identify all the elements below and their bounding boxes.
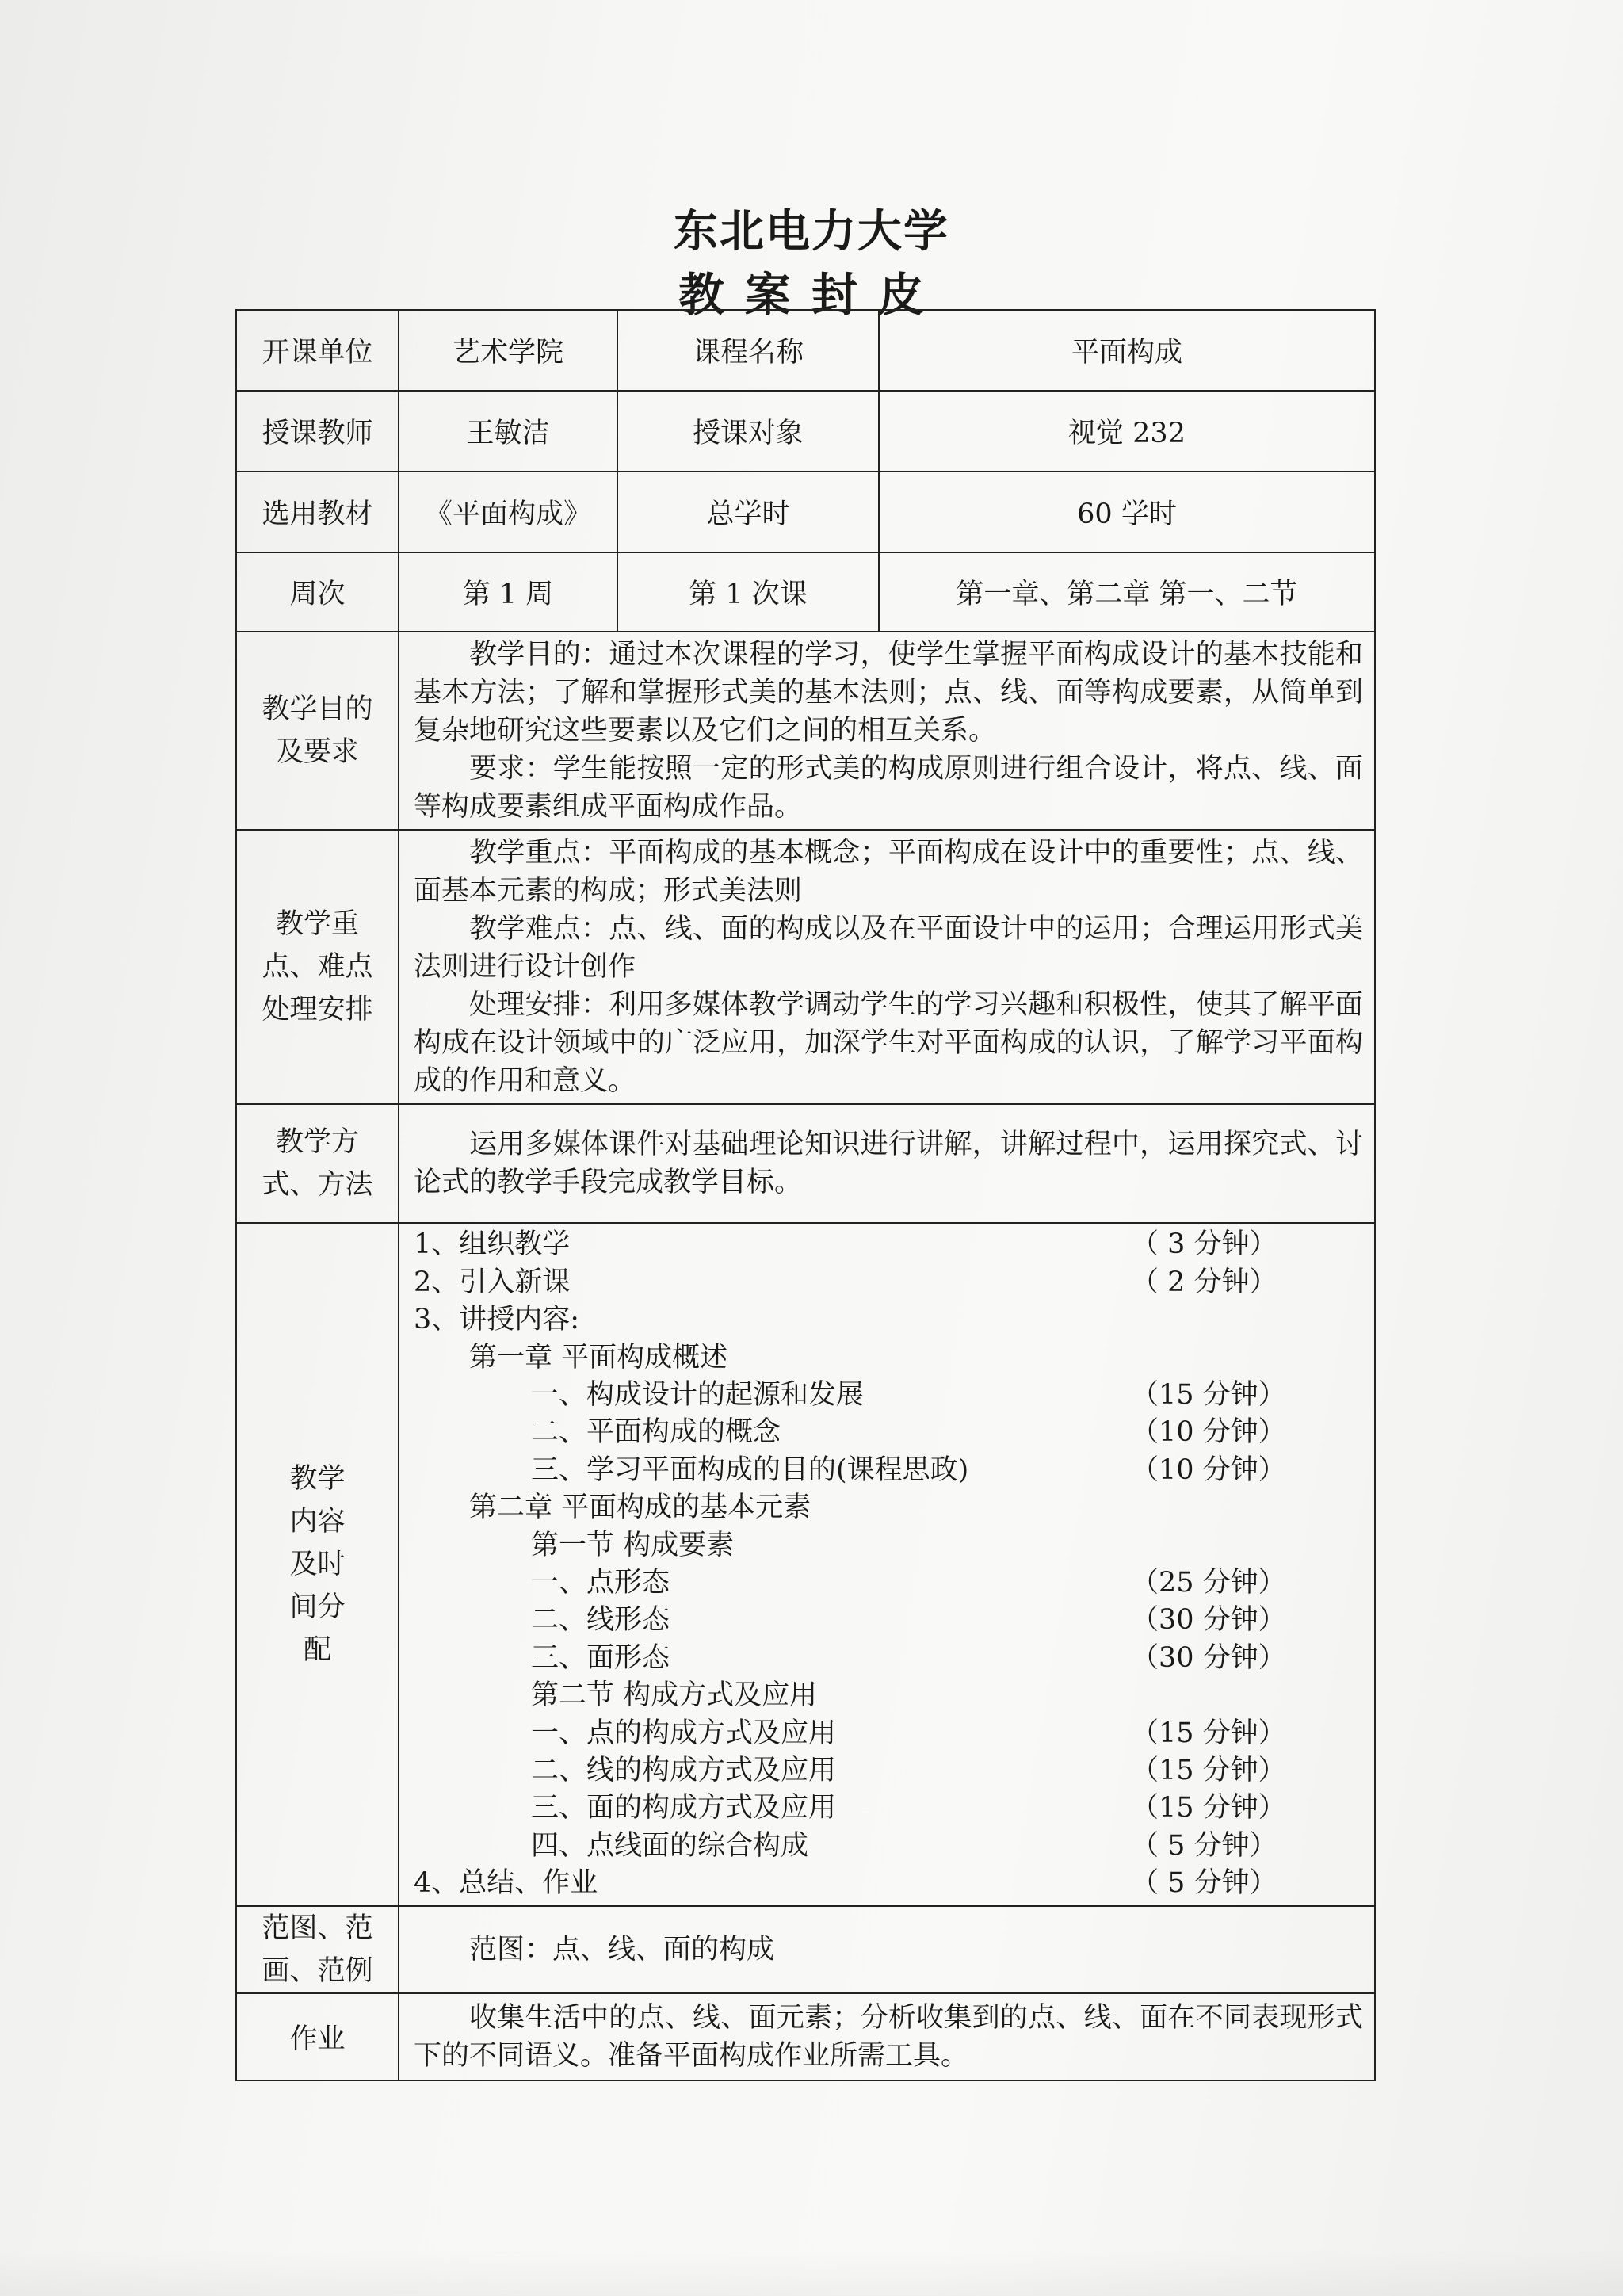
schedule-item-duration: （15 分钟）: [1131, 1754, 1286, 1786]
lesson-plan-table: [235, 309, 1376, 2081]
schedule-item-text: 1、组织教学: [414, 1228, 571, 1261]
course-label: 课程名称: [617, 310, 879, 391]
schedule-item-duration: （15 分钟）: [1131, 1717, 1286, 1749]
schedule-item-duration: （ 5 分钟）: [1131, 1867, 1277, 1900]
schedule-item-text: 三、学习平面构成的目的(课程思政): [531, 1454, 969, 1486]
schedule-item: [414, 1414, 1366, 1451]
methods-label-text: 教学方式、方法: [262, 1126, 373, 1201]
row-schedule: [236, 1223, 1375, 1906]
row-homework: [236, 1993, 1375, 2080]
row-teacher: [236, 391, 1375, 472]
row-week: [236, 552, 1375, 632]
row-examples: [236, 1906, 1375, 1993]
objectives-content: [399, 632, 1375, 830]
key-points-content: [399, 830, 1375, 1104]
textbook-label: 选用教材: [236, 472, 399, 552]
schedule-item-text: 三、面的构成方式及应用: [531, 1792, 837, 1824]
page-bottom-shadow: [0, 2248, 1623, 2296]
schedule-item: [414, 1527, 1366, 1564]
schedule-item-duration: （15 分钟）: [1131, 1792, 1286, 1824]
key-points-paragraph-2: 教学难点：点、线、面的构成以及在平面设计中的运用；合理运用形式美法则进行设计创作: [414, 913, 1363, 983]
schedule-item: [414, 1602, 1366, 1639]
schedule-item-duration: （ 2 分钟）: [1131, 1266, 1277, 1298]
chapters-value: 第一章、第二章 第一、二节: [879, 552, 1375, 632]
schedule-item-text: 第一章 平面构成概述: [469, 1341, 728, 1373]
schedule-item-duration: （10 分钟）: [1131, 1454, 1286, 1486]
schedule-label: [236, 1223, 399, 1906]
schedule-item-text: 一、点形态: [531, 1567, 670, 1599]
hours-value: 60 学时: [879, 472, 1375, 552]
schedule-item-duration: （10 分钟）: [1131, 1416, 1286, 1449]
schedule-item-text: 一、构成设计的起源和发展: [531, 1379, 865, 1412]
methods-paragraph: 运用多媒体课件对基础理论知识进行讲解，讲解过程中，运用探究式、讨论式的教学手段完成教学目标。: [414, 1129, 1363, 1198]
row-department: [236, 310, 1375, 391]
row-textbook: [236, 472, 1375, 552]
schedule-item-text: 3、讲授内容:: [414, 1304, 580, 1336]
schedule-item-text: 二、线形态: [531, 1604, 670, 1637]
methods-content: [399, 1104, 1375, 1223]
teacher-label: 授课教师: [236, 391, 399, 472]
schedule-item-text: 第一节 构成要素: [531, 1529, 735, 1561]
schedule-item: [414, 1489, 1366, 1526]
schedule-label-text: 教学内容及时间分配: [289, 1463, 346, 1666]
schedule-item-duration: （15 分钟）: [1131, 1379, 1286, 1412]
teacher-value: 王敏洁: [399, 391, 617, 472]
schedule-item: [414, 1677, 1366, 1714]
schedule-item-duration: （ 5 分钟）: [1131, 1829, 1277, 1862]
homework-text: 收集生活中的点、线、面元素；分析收集到的点、线、面在不同表现形式下的不同语义。准备平面构成作业所需工具。: [414, 2002, 1363, 2072]
textbook-value: 《平面构成》: [399, 472, 617, 552]
schedule-item-duration: （25 分钟）: [1131, 1567, 1286, 1599]
homework-content: [399, 1993, 1375, 2080]
schedule-item: [414, 1452, 1366, 1489]
schedule-content: [399, 1223, 1375, 1906]
schedule-item: [414, 1790, 1366, 1827]
schedule-item-text: 二、线的构成方式及应用: [531, 1754, 837, 1786]
schedule-item-text: 三、面形态: [531, 1641, 670, 1674]
key-points-paragraph-3: 处理安排：利用多媒体教学调动学生的学习兴趣和积极性，使其了解平面构成在设计领域中的广泛应用，加深学生对平面构成的认识，了解学习平面构成的作用和意义。: [414, 989, 1363, 1097]
objectives-label: [236, 632, 399, 830]
key-points-paragraph-1: 教学重点：平面构成的基本概念；平面构成在设计中的重要性；点、线、面基本元素的构成；形式美法则: [414, 837, 1363, 907]
objectives-paragraph-1: 教学目的：通过本次课程的学习，使学生掌握平面构成设计的基本技能和基本方法；了解和掌握形式美的基本法则；点、线、面等构成要素，从简单到复杂地研究这些要素以及它们之间的相互关系。: [414, 639, 1363, 747]
homework-label: 作业: [236, 1993, 399, 2080]
dept-label: 开课单位: [236, 310, 399, 391]
schedule-item-text: 二、平面构成的概念: [531, 1416, 781, 1449]
schedule-item-text: 第二节 构成方式及应用: [531, 1679, 818, 1712]
schedule-item: [414, 1752, 1366, 1790]
schedule-item: [414, 1564, 1366, 1602]
schedule-item: [414, 1640, 1366, 1677]
schedule-item: [414, 1339, 1366, 1377]
row-key-points: [236, 830, 1375, 1104]
document-title: 教案封皮: [678, 268, 945, 322]
schedule-item-text: 2、引入新课: [414, 1266, 571, 1298]
examples-label: [236, 1906, 399, 1993]
audience-value: 视觉 232: [879, 391, 1375, 472]
methods-label: [236, 1104, 399, 1223]
schedule-item: [414, 1865, 1366, 1902]
week-label: 周次: [236, 552, 399, 632]
schedule-item-text: 一、点的构成方式及应用: [531, 1717, 837, 1749]
row-methods: [236, 1104, 1375, 1223]
examples-content: [399, 1906, 1375, 1993]
key-points-label: [236, 830, 399, 1104]
university-title: 东北电力大学: [674, 205, 949, 258]
schedule-list: [414, 1226, 1366, 1902]
schedule-item: [414, 1226, 1366, 1263]
row-objectives: [236, 632, 1375, 830]
schedule-item-duration: （30 分钟）: [1131, 1641, 1286, 1674]
schedule-item-text: 4、总结、作业: [414, 1867, 598, 1900]
schedule-item-text: 四、点线面的综合构成: [531, 1829, 809, 1862]
schedule-item: [414, 1828, 1366, 1865]
schedule-item-text: 第二章 平面构成的基本元素: [469, 1492, 812, 1524]
schedule-item: [414, 1264, 1366, 1301]
examples-text: 范图：点、线、面的构成: [469, 1934, 775, 1966]
hours-label: 总学时: [617, 472, 879, 552]
dept-value: 艺术学院: [399, 310, 617, 391]
schedule-item-duration: （ 3 分钟）: [1131, 1228, 1277, 1261]
schedule-item-duration: （30 分钟）: [1131, 1604, 1286, 1637]
lesson-value: 第 1 次课: [617, 552, 879, 632]
schedule-item: [414, 1377, 1366, 1414]
course-value: 平面构成: [879, 310, 1375, 391]
week-value: 第 1 周: [399, 552, 617, 632]
key-points-label-text: 教学重点、难点处理安排: [262, 908, 373, 1026]
schedule-item: [414, 1715, 1366, 1752]
schedule-item: [414, 1301, 1366, 1339]
objectives-label-text: 教学目的及要求: [262, 693, 373, 768]
objectives-paragraph-2: 要求：学生能按照一定的形式美的构成原则进行组合设计，将点、线、面等构成要素组成平面构成作品。: [414, 753, 1363, 823]
audience-label: 授课对象: [617, 391, 879, 472]
examples-label-text: 范图、范画、范例: [262, 1912, 373, 1987]
